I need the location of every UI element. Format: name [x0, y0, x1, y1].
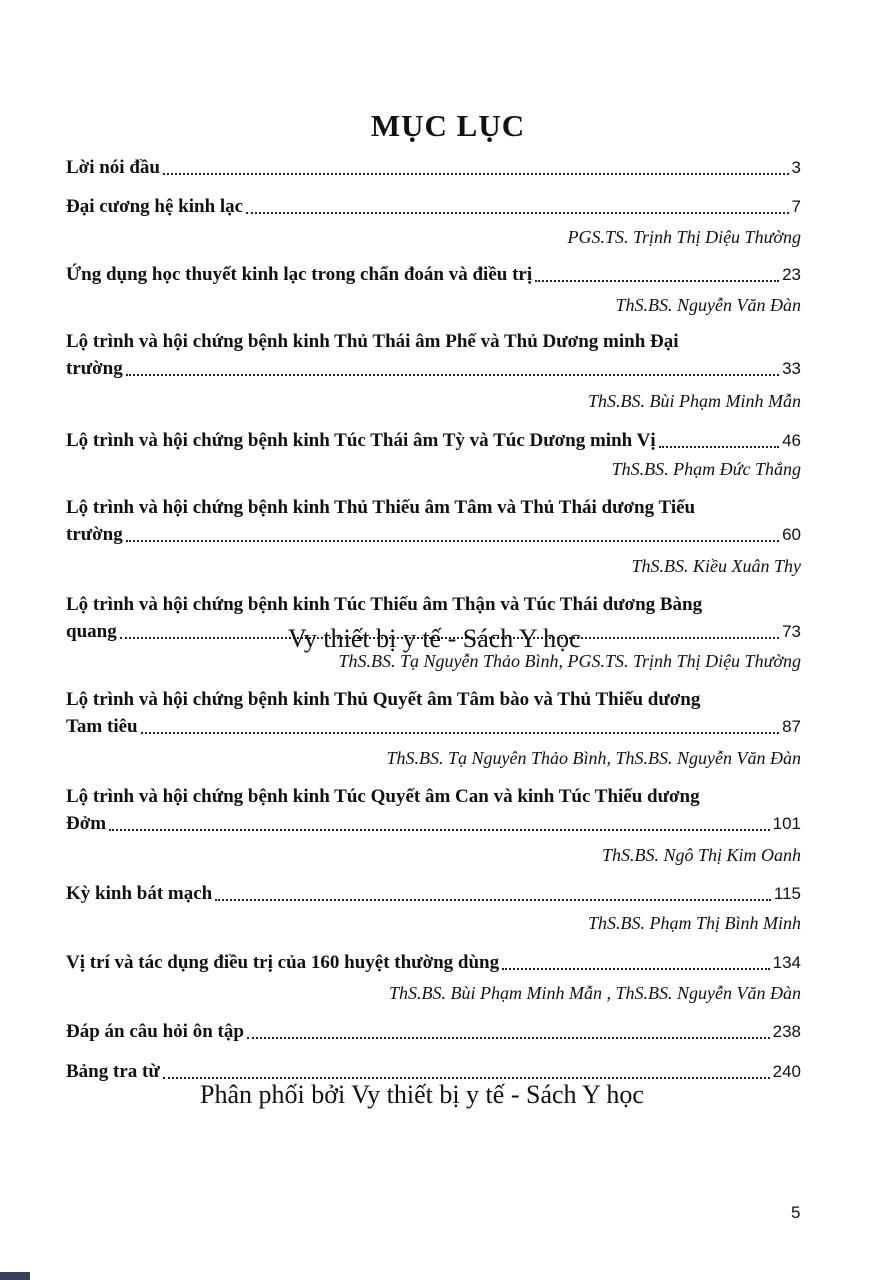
- toc-entry-author: PGS.TS. Trịnh Thị Diệu Thường: [567, 227, 801, 247]
- toc-entry-author: ThS.BS. Bùi Phạm Minh Mẫn: [588, 391, 801, 411]
- toc-entry-title: Lời nói đầu: [66, 157, 160, 178]
- toc-entry-page: 60: [782, 525, 801, 544]
- toc-entry-page: 73: [782, 622, 801, 641]
- toc-entry-page: 240: [772, 1062, 801, 1081]
- leader-dots: [141, 731, 779, 734]
- toc-entry[interactable]: [66, 358, 801, 382]
- toc-entry-page: 238: [772, 1022, 801, 1041]
- toc-entry-author: ThS.BS. Phạm Đức Thắng: [611, 459, 801, 479]
- toc-entry-page: 7: [791, 197, 801, 216]
- toc-entry[interactable]: [66, 1021, 801, 1045]
- toc-entry-page: 134: [772, 953, 801, 972]
- leader-dots: [126, 373, 779, 376]
- toc-entry[interactable]: [66, 264, 801, 288]
- toc-entry-first-line: Lộ trình và hội chứng bệnh kinh Túc Thiếu âm Thận và Túc Thái dương Bàng: [66, 594, 703, 615]
- toc-entry-author: ThS.BS. Tạ Nguyên Thảo Bình, ThS.BS. Nguyễn Văn Đàn: [386, 748, 801, 768]
- toc-entry-title: Đáp án câu hỏi ôn tập: [66, 1021, 244, 1042]
- toc-entry[interactable]: [66, 430, 801, 454]
- leader-dots: [535, 279, 779, 282]
- toc-entry-first-line: Lộ trình và hội chứng bệnh kinh Thủ Thiếu âm Tâm và Thủ Thái dương Tiểu: [66, 497, 696, 518]
- toc-entry-page: 101: [772, 814, 801, 833]
- leader-dots: [246, 211, 788, 214]
- toc-entry[interactable]: [66, 813, 801, 837]
- toc-entry-author: ThS.BS. Ngô Thị Kim Oanh: [601, 845, 801, 865]
- toc-entry-author: ThS.BS. Phạm Thị Bình Minh: [587, 913, 801, 933]
- toc-entry-first-line: Lộ trình và hội chứng bệnh kinh Túc Quyết âm Can và kinh Túc Thiếu dương: [66, 786, 700, 807]
- toc-entry-title: Đởm: [66, 813, 107, 834]
- toc-entry-title: Tam tiêu: [66, 716, 138, 737]
- watermark-mid: Vy thiết bị y tế - Sách Y học: [288, 624, 581, 653]
- toc-entry-first-line: Lộ trình và hội chứng bệnh kinh Thủ Thái âm Phế và Thủ Dương minh Đại: [66, 331, 679, 352]
- watermark-bottom: Phân phối bởi Vy thiết bị y tế - Sách Y học: [200, 1080, 644, 1109]
- toc-entry-page: 3: [791, 158, 801, 177]
- toc-entry[interactable]: [66, 524, 801, 548]
- toc-entry-title: quang: [66, 621, 117, 642]
- toc-entry-title: Vị trí và tác dụng điều trị của 160 huyệt thường dùng: [66, 952, 500, 973]
- leader-dots: [163, 1076, 770, 1079]
- leader-dots: [502, 967, 770, 970]
- toc-entry[interactable]: [66, 883, 801, 907]
- toc-entry-page: 115: [773, 884, 801, 903]
- scan-edge-shadow: [0, 1272, 30, 1280]
- leader-dots: [247, 1036, 770, 1039]
- toc-entry[interactable]: [66, 952, 801, 976]
- toc-entry-title: Ứng dụng học thuyết kinh lạc trong chẩn đoán và điều trị: [66, 264, 533, 285]
- leader-dots: [163, 172, 789, 175]
- toc-entry-author: ThS.BS. Bùi Phạm Minh Mẫn , ThS.BS. Nguyễn Văn Đàn: [389, 983, 801, 1003]
- toc-entry-title: Đại cương hệ kinh lạc: [66, 196, 244, 217]
- toc-entry-title: trường: [66, 524, 123, 545]
- toc-entry-page: 46: [782, 431, 801, 450]
- toc-entry-author: ThS.BS. Kiều Xuân Thy: [631, 556, 801, 576]
- leader-dots: [215, 898, 771, 901]
- toc-entry-first-line: Lộ trình và hội chứng bệnh kinh Thủ Quyết âm Tâm bào và Thủ Thiếu dương: [66, 689, 701, 710]
- toc-entry-title: Bảng tra từ: [66, 1061, 160, 1082]
- toc-entry-page: 87: [782, 717, 801, 736]
- toc-entry-title: trường: [66, 358, 123, 379]
- leader-dots: [109, 828, 770, 831]
- page-title: MỤC LỤC: [370, 108, 526, 143]
- toc-entry-page: 23: [782, 265, 801, 284]
- toc-entry[interactable]: [66, 196, 801, 220]
- toc-entry-title: Kỳ kinh bát mạch: [66, 883, 213, 904]
- toc-entry[interactable]: [66, 716, 801, 740]
- toc-entry-author: ThS.BS. Nguyễn Văn Đàn: [615, 295, 801, 315]
- page-number: 5: [791, 1203, 801, 1222]
- toc-entry-page: 33: [782, 359, 801, 378]
- toc-entry-author: ThS.BS. Tạ Nguyễn Thảo Bình, PGS.TS. Trịnh Thị Diệu Thường: [338, 651, 801, 671]
- toc-entry[interactable]: [66, 157, 801, 181]
- leader-dots: [659, 445, 779, 448]
- leader-dots: [126, 539, 779, 542]
- toc-entry-title: Lộ trình và hội chứng bệnh kinh Túc Thái âm Tỳ và Túc Dương minh Vị: [66, 430, 656, 451]
